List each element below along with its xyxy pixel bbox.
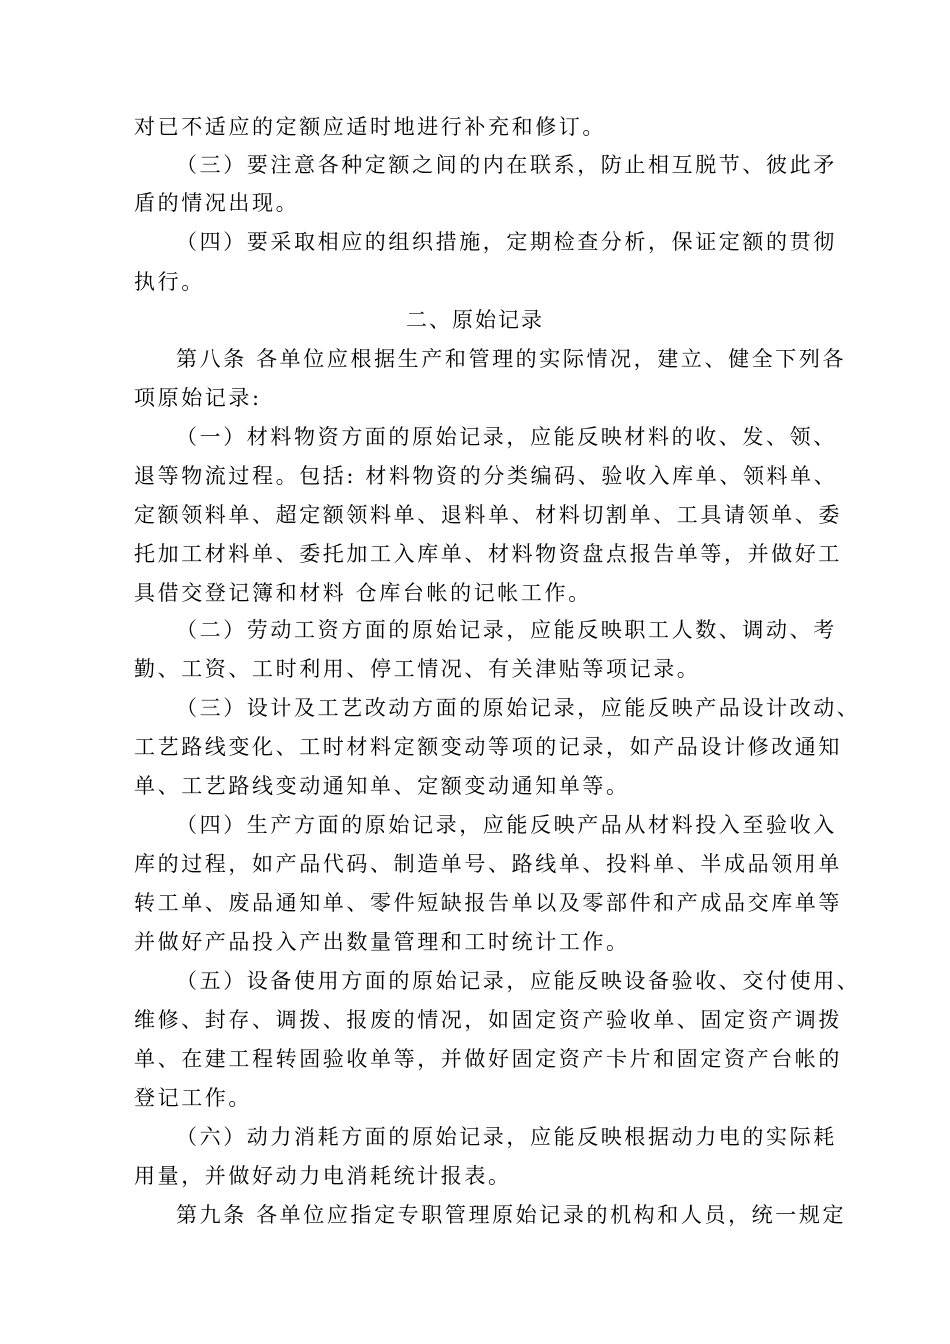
section-heading: 二、原始记录 xyxy=(406,308,544,332)
body-line: 项原始记录: xyxy=(134,386,262,410)
body-line: 维修、封存、调拨、报废的情况，如固定资产验收单、固定资产调拨 xyxy=(134,1008,842,1032)
body-line: （一）材料物资方面的原始记录，应能反映材料的收、发、领、 xyxy=(176,425,837,449)
body-line: 对已不适应的定额应适时地进行补充和修订。 xyxy=(134,115,606,139)
body-line: 托加工材料单、委托加工入库单、材料物资盘点报告单等，并做好工 xyxy=(134,542,842,566)
body-line: 执行。 xyxy=(134,270,205,294)
body-line: 转工单、废品通知单、零件短缺报告单以及零部件和产成品交库单等 xyxy=(134,891,842,915)
body-line: （二）劳动工资方面的原始记录，应能反映职工人数、调动、考 xyxy=(176,618,837,642)
body-line: （三）设计及工艺改动方面的原始记录，应能反映产品设计改动、 xyxy=(176,696,861,720)
body-line: （四）要采取相应的组织措施，定期检查分析，保证定额的贯彻 xyxy=(176,230,837,254)
body-line: 并做好产品投入产出数量管理和工时统计工作。 xyxy=(134,930,630,954)
body-line: （三）要注意各种定额之间的内在联系，防止相互脱节、彼此矛 xyxy=(176,153,837,177)
body-line: 登记工作。 xyxy=(134,1086,252,1110)
body-line: （六）动力消耗方面的原始记录，应能反映根据动力电的实际耗 xyxy=(176,1125,837,1149)
body-line: （五）设备使用方面的原始记录，应能反映设备验收、交付使用、 xyxy=(176,969,861,993)
body-line: （四）生产方面的原始记录，应能反映产品从材料投入至验收入 xyxy=(176,813,837,837)
article-line: 第八条 各单位应根据生产和管理的实际情况，建立、健全下列各 xyxy=(176,347,847,371)
body-line: 具借交登记簿和材料 仓库台帐的记帐工作。 xyxy=(134,581,592,605)
body-line: 勤、工资、工时利用、停工情况、有关津贴等项记录。 xyxy=(134,657,701,681)
body-line: 单、在建工程转固验收单等，并做好固定资产卡片和固定资产台帐的 xyxy=(134,1047,842,1071)
article-line: 第九条 各单位应指定专职管理原始记录的机构和人员，统一规定 xyxy=(176,1203,847,1227)
body-line: 库的过程，如产品代码、制造单号、路线单、投料单、半成品领用单 xyxy=(134,852,842,876)
body-line: 盾的情况出现。 xyxy=(134,191,300,215)
body-line: 退等物流过程。包括: 材料物资的分类编码、验收入库单、领料单、 xyxy=(134,464,838,488)
body-line: 定额领料单、超定额领料单、退料单、材料切割单、工具请领单、委 xyxy=(134,503,842,527)
body-line: 用量，并做好动力电消耗统计报表。 xyxy=(134,1164,512,1188)
body-line: 单、工艺路线变动通知单、定额变动通知单等。 xyxy=(134,774,630,798)
body-line: 工艺路线变化、工时材料定额变动等项的记录，如产品设计修改通知 xyxy=(134,735,842,759)
